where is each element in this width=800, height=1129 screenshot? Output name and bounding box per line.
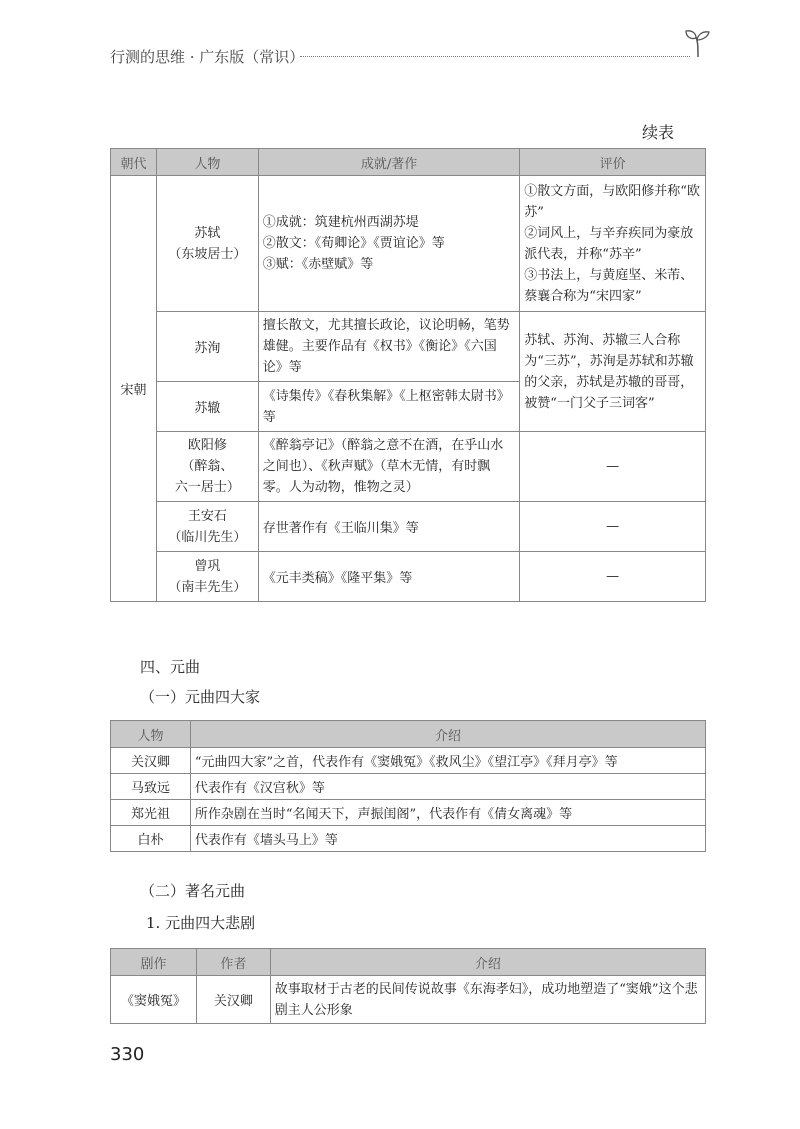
dynasty-cell: 宋朝 [111, 176, 157, 602]
table-row [111, 976, 706, 1024]
person-cell: 关汉卿 [111, 748, 191, 774]
column-header: 朝代 [111, 149, 157, 176]
evaluation-cell: 苏轼、苏洵、苏辙三人合称为“三苏”，苏洵是苏轼和苏辙的父亲，苏轼是苏辙的哥哥，被赞“一门父子三词客” [520, 312, 706, 432]
column-header: 介绍 [270, 949, 705, 976]
column-header: 成就/著作 [258, 149, 520, 176]
table-row [111, 176, 706, 312]
sprout-icon [684, 28, 712, 58]
table-row [111, 800, 706, 826]
table-row [111, 748, 706, 774]
works-cell: 擅长散文，尤其擅长政论，议论明畅，笔势雄健。主要作品有《权书》《衡论》《六国论》等 [258, 312, 520, 382]
works-cell: ①成就：筑建杭州西湖苏堤 ②散文：《荀卿论》《贾谊论》等 ③赋：《赤壁赋》等 [258, 176, 520, 312]
table-header-row [111, 949, 706, 976]
intro-cell: 代表作有《汉宫秋》等 [190, 774, 705, 800]
intro-cell: 所作杂剧在当时“名闻天下，声振闺阁”，代表作有《倩女离魂》等 [190, 800, 705, 826]
evaluation-cell: ①散文方面，与欧阳修并称“欧苏” ②词风上，与辛弃疾同为豪放派代表，并称“苏辛” ③书法上，与黄庭坚、米芾、蔡襄合称为“宋四家” [520, 176, 706, 312]
column-header: 评价 [520, 149, 706, 176]
header-rule [300, 56, 690, 57]
evaluation-cell: — [520, 552, 706, 602]
person-cell: 白朴 [111, 826, 191, 852]
column-header: 介绍 [190, 721, 705, 748]
table-row [111, 502, 706, 552]
table-header-row [111, 721, 706, 748]
person-cell: 马致远 [111, 774, 191, 800]
works-cell: 《诗集传》《春秋集解》《上枢密韩太尉书》等 [258, 382, 520, 432]
list-item-heading: 1. 元曲四大悲剧 [146, 914, 256, 932]
evaluation-cell: — [520, 502, 706, 552]
subsection-heading: （二）著名元曲 [140, 882, 246, 900]
author-cell: 关汉卿 [196, 976, 270, 1024]
subsection-heading: （一）元曲四大家 [140, 688, 261, 706]
works-cell: 存世著作有《王临川集》等 [258, 502, 520, 552]
tragedies-table [110, 948, 706, 1024]
table-row [111, 826, 706, 852]
page-number: 330 [110, 1044, 145, 1065]
column-header: 剧作 [111, 949, 197, 976]
song-dynasty-table [110, 148, 706, 602]
person-cell: 王安石 （临川先生） [156, 502, 258, 552]
person-cell: 苏辙 [156, 382, 258, 432]
evaluation-cell: — [520, 432, 706, 502]
continued-label: 续表 [642, 123, 675, 142]
intro-cell: 代表作有《墙头马上》等 [190, 826, 705, 852]
column-header: 人物 [111, 721, 191, 748]
works-cell: 《元丰类稿》《隆平集》等 [258, 552, 520, 602]
table-row [111, 552, 706, 602]
four-masters-table [110, 720, 706, 852]
table-row [111, 312, 706, 382]
person-cell: 苏洵 [156, 312, 258, 382]
section-heading: 四、元曲 [140, 658, 201, 676]
column-header: 作者 [196, 949, 270, 976]
intro-cell: “元曲四大家”之首，代表作有《窦娥冤》《救风尘》《望江亭》《拜月亭》等 [190, 748, 705, 774]
person-cell: 郑光祖 [111, 800, 191, 826]
table-header-row [111, 149, 706, 176]
work-cell: 《窦娥冤》 [111, 976, 197, 1024]
person-cell: 曾巩 （南丰先生） [156, 552, 258, 602]
running-header: 行测的思维 · 广东版（常识） [110, 48, 305, 66]
person-cell: 欧阳修 （醉翁、 六一居士） [156, 432, 258, 502]
person-cell: 苏轼 （东坡居士） [156, 176, 258, 312]
intro-cell: 故事取材于古老的民间传说故事《东海孝妇》，成功地塑造了“窦娥”这个悲剧主人公形象 [270, 976, 705, 1024]
works-cell: 《醉翁亭记》（醉翁之意不在酒，在乎山水之间也）、《秋声赋》（草木无情，有时飘零。人为动物，惟物之灵） [258, 432, 520, 502]
table-row [111, 432, 706, 502]
column-header: 人物 [156, 149, 258, 176]
table-row [111, 774, 706, 800]
